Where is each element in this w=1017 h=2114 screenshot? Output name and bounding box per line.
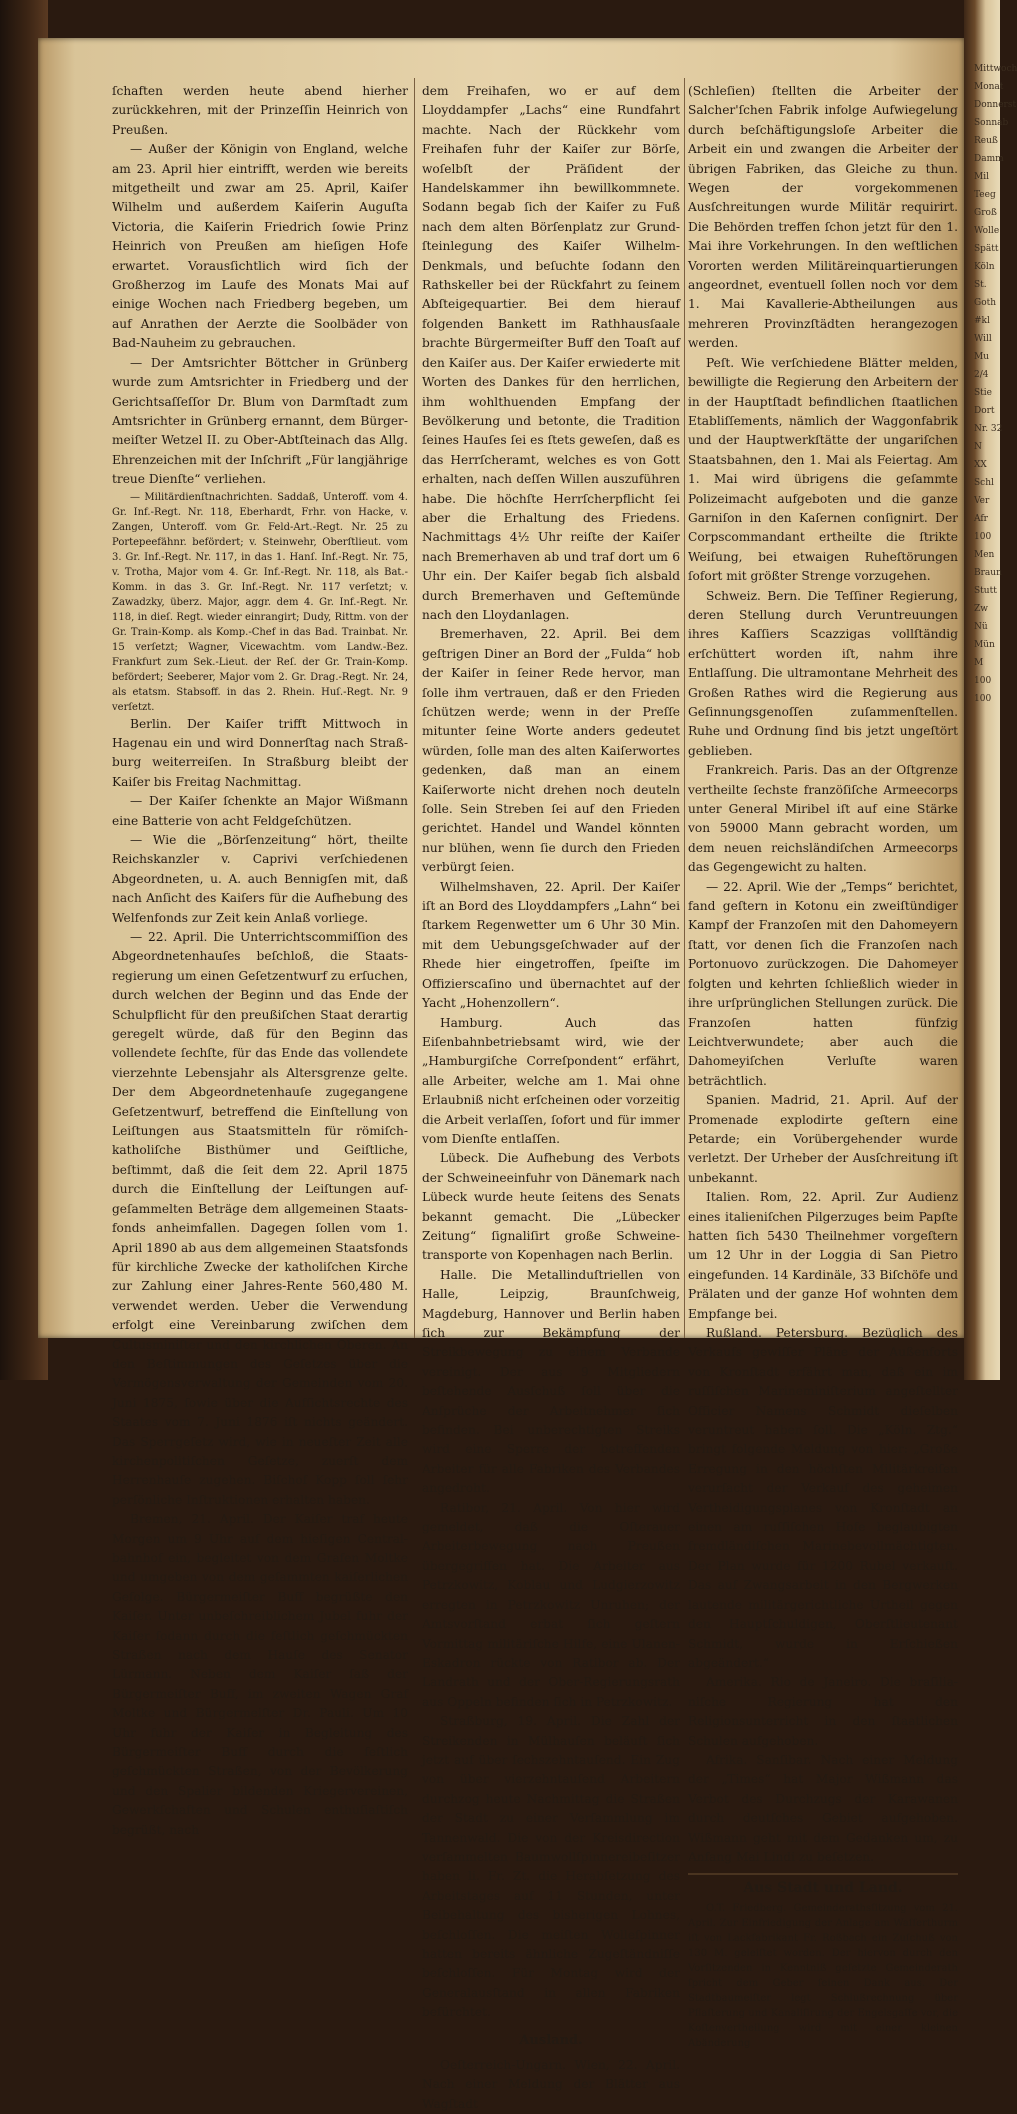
- article-paragraph: dem Freihafen, wo er auf dem Lloyddampfer „Lachs“ eine Rundfahrt machte. Nach der Rückkehr vom Freihafen fuhr der Kaiſer zur Börſe, woſelbſt der Präſident der Handelskammer ihn bewillkommnete. Sodann begab ſich der Kaiſer zu Fuß nach dem alten Börſenplatz zur Grundſteinlegung des Kaiſer Wilhelm-Denkmals, und beſuchte ſodann den Rathskeller bei der Rückfahrt zu ſeinem Abſteigequartier. Bei dem hierauf folgenden Bankett im Rathhausſaale brachte Bürgermeiſter Buff den Toaſt auf den Kaiſer aus. Der Kaiſer erwiederte mit Worten des Dankes für den herrlichen, ihm wohlthuenden Empfang der Bevölkerung und betonte, die Tradition ſeines Hauſes ſei es ſtets geweſen, daß es das Herrſcheramt, welches es von Gott erhalten, nach deſſen Willen auszuführen habe. Die höchſte Herrſcherpflicht ſei aber die Erhaltung des Friedens. Nachmittags 4½ Uhr reiſte der Kaiſer nach Bremerhaven ab und traf dort um 6 Uhr ein. Der Kaiſer begab ſich alsbald durch Bremerhaven und Geſtemünde nach den Lloydanlagen.: [422, 84, 680, 622]
- article-paragraph: O.T. Friedberg. Gemeinderathsſitzung vom 21. April. Zur Einfriedigung der Anlage am Waſſerthurm iſt von Lackfabrikant Fr. Roßbach ein Zuſchuß von 130 M. geleiſtet worden. Der hiervon durch den Vorſitzenden in Kenntniß geſetzte Gemeinderath ſpricht dem Geber ſeinen Dank aus. Der Stadtbaumeiſter legt Schlußrechnung über Pflaſterung und Kanaliſirung der Engelsgaſſe vor, die Koſtenvertheilung wird mit einer kleinen Abänderung: [688, 1902, 958, 2049]
- column-rule: [414, 78, 415, 1338]
- article-paragraph: Oeſterreich-Ungarn. Wien, 22. April. Nach einer Meldung der Blätter aus Wagſtadt: [422, 2058, 680, 2111]
- article-paragraph: Berlin. Der Kaiſer trifft Mittwoch in Hagenau ein und wird Donnerſtag nach Straßburg weiterreiſen. In Straßburg bleibt der Kaiſer bis Freitag Nachmittag.: [112, 716, 408, 789]
- article-paragraph: Wilhelmshaven, 22. April. Der Kaiſer iſt an Bord des Lloyddampfers „Lahn“ bei ſtarkem Regenwetter um 6 Uhr 30 Min. mit dem Uebungsgeſchwader auf der Rhede hier eingetroffen, ſpeiſte im Offizierscaſino und übernachtet auf der Yacht „Hohenzollern“.: [422, 879, 680, 1011]
- article-paragraph: Bremerhaven, 22. April. Bei dem geſtrigen Diner an Bord der „Fulda“ hob der Kaiſer in ſeiner Rede hervor, man ſolle ihm vertrauen, daß er den Frieden ſchützen werde; wenn in der Preſſe mitunter ſeine Worte anders gedeutet würden, ſolle man des alten Kaiſerwortes gedenken, daß man an einem Kaiſerworte nicht drehen noch deuteln ſolle. Sein Streben ſei auf den Frieden gerichtet. Handel und Wandel könnten nur blühen, wenn ſie durch den Frieden verbürgt ſeien.: [422, 627, 680, 875]
- article-paragraph: ſchaften werden heute abend hierher zurückkehren, mit der Prinzeſſin Heinrich von Preußen.: [112, 84, 408, 137]
- article-paragraph: Peſt. Wie verſchiedene Blätter melden, bewilligte die Regierung den Arbeitern der in der Hauptſtadt befindlichen ſtaatlichen Etabliſſements, nämlich der Waggonfabrik und der Hauptwerkſtätte der ungariſchen Staatsbahnen, den 1. Mai als Feiertag. Am 1. Mai wird übrigens die geſammte Polizeimacht aufgeboten und die ganze Garniſon in den Kaſernen conſignirt. Der Corpscommandant ertheilte die ſtrikte Weiſung, bei etwaigen Ruheſtörungen ſofort mit größter Strenge vorzugehen.: [688, 355, 958, 584]
- article-paragraph: Bremen, 21. April. Der Kaiſer traf heute Morgen um 9 Uhr auf dem hieſigen Centralbahnhof ein, begleitet von dem Grafen Moltke und umgeben von dem geſammten kaiſerlichen Gefolge. Bürgermeiſter Buff begrüßte den Kaiſer. Unter unbeſchreiblichem Jubel fuhr der Kaiſer ſodann durch die feſtlich geſchmückten Straßen nach dem Hauſe des Senator Lürmann. Neben dem Kaiſer ſaß der Bürgermeiſter Buff, im zweiten Wagen Graf Moltke und Bürgermeiſter Dr. Pauli. Um 10 Uhr fuhr der Kaiſer in Begleitung des Bürgermeiſter Buff durch die feſtlich geſchmückten Straßen, von der Bevölkerung und den Spalier bildenden Kriegervereinen, Gewerkſchaften und Schulen enthuſiaſtiſch begrüßt, nach: [112, 1512, 408, 1837]
- article-paragraph: Hamburg. Auch das Eiſenbahnbetriebsamt wird, wie der „Hamburgiſche Correſpondent“ erfährt, alle Arbeiter, welche am 1. Mai ohne Erlaubniß nicht erſcheinen oder vorzeitig die Arbeit verlaſſen, ſofort und für immer vom Dienſte entlaſſen.: [422, 1015, 680, 1146]
- section-divider: [688, 1873, 958, 1875]
- article-paragraph: Amerika. Rio de Janeiro. Die braſilianiſche Regierung hat den Religionsunterricht in den ſtaatlichen Schulen aufgehoben.: [688, 1675, 958, 1748]
- column-1: [112, 82, 408, 1837]
- article-paragraph: — Der Kaiſer ſchenkte an Major Wißmann eine Batterie von acht Feldgeſchützen.: [112, 794, 408, 828]
- column-2: [422, 82, 680, 2111]
- article-paragraph: Straßburg, 19. April. Die Zahl der Streikenden in Mülhauſen beläuft ſich jetzt auf über ſechszehntauſend. Ein Zug von über vierzehntauſend Arbeitern durchzog heute Nachmittag die Straßen der Stadt zu einer Verſammlung im Tannenwald. Die von der Kreisdirection verſammelten Baumwollſpinnereibeſitzer haben li. Fr. Zt. die Herabſetzung des Arbeitstages auf 11 Stunden, unter Beibehaltung des bisherigen Lohnes, beſchloſſen. Die meiſten Wolleſpinner hatten bereits ähnliche Zugeſtändniſſe beſchloſſen. Für Montag wird der Generalausſtand in allen Fabriken befürchtet.: [422, 1714, 680, 2020]
- section-title: Aus Stadt und Land.: [743, 1880, 903, 1897]
- article-paragraph: Frankreich. Paris. Das an der Oſtgrenze vertheilte ſechste franzöſiſche Armeecorps unter General Miribel iſt auf eine Stärke von 59000 Mann gebracht worden, um dem neuen reichsländiſchen Armeecorps das Gegengewicht zu halten.: [688, 763, 958, 875]
- column-3: [688, 82, 958, 2049]
- article-paragraph: — Außer der Königin von England, welche am 23. April hier eintrifft, werden wie bereits mitgetheilt und zwar am 25. April, Kaiſer Wilhelm und außerdem Kaiſerin Auguſta Victoria, die Kaiſerin Friedrich ſowie Prinz Heinrich von Preußen am hieſigen Hofe erwartet. Vorausſichtlich wird ſich der Großherzog im Laufe des Monats Mai auf einige Wochen nach Friedberg begeben, um auf Anrathen der Aerzte die Soolbäder von Bad-Nauheim zu gebrauchen.: [112, 142, 408, 351]
- article-paragraph: Rußland. Petersburg. Bezüglich des Verkaufs gewiſſer Pläne der Außenforts von Kronſtadt erfährt man, daß ein im ruſſiſchen Marineminiſterium angeſtellter Officier Namens Schmidt dieſelben veruntreut haben ſoll. Die „Köln. Ztg.“ bringt folgende Meldung von hier: „Große Erregung in den höchſten Militärkreiſen verurſacht der Verkauf des geheimen Vertheidigungsplanes von Kronſtadt an einen am ruſſiſchen Hofe beglaubigten fremdländiſchen Marinebevollmächtigten. Der Plan wurde für 1200 Rubel verkauft. Das auf Zwangsarbeit in den Bergwerken lautende militärgerichtliche Urtheil gegen den Hauptſchuldigen, Oberſtlieutenant Schmidt, wurde in Erſchießen abgeändert.“: [688, 1326, 958, 1670]
- article-paragraph: — Wie die „Börſenzeitung“ hört, theilte Reichskanzler v. Caprivi verſchiedenen Abgeordneten, u. A. auch Bennigſen mit, daß nach Anſicht des Kaiſers für die Aufhebung des Welfenfonds zur Zeit kein Anlaß vorliege.: [112, 832, 408, 925]
- article-paragraph: Lübeck. Die Aufhebung des Verbots der Schweineeinfuhr von Dänemark nach Lübeck wurde heute ſeitens des Senats bekannt gemacht. Die „Lübecker Zeitung“ ſignaliſirt große Schweinetransporte von Kopenhagen nach Berlin.: [422, 1151, 680, 1263]
- article-paragraph: — Der Amtsrichter Böttcher in Grünberg wurde zum Amtsrichter in Friedberg und der Gerichtsaſſeſſor Dr. Blum von Darmſtadt zum Amtsrichter in Grünberg ernannt, dem Bürgermeiſter Wetzel II. zu Ober-Abtſteinach das Allg. Ehrenzeichen mit der Inſchrift „Für langjährige treue Dienſte“ verliehen.: [112, 355, 408, 487]
- article-paragraph: Spanien. Madrid, 21. April. Auf der Promenade explodirte geſtern eine Petarde; ein Vorübergehender wurde verletzt. Der Urheber der Ausſchreitung iſt unbekannt.: [688, 1093, 958, 1185]
- article-paragraph: Afrika. Sanſibar. Nach einer Meldung der „Times“ hat Major Wißmann das Verbot des Durchzugs der Karawanen durch deutſches Gebiet aufgehoben. Wißmann geht mit dem Gedanken um, zu Anfang Mai Lindi zu beſetzen.: [688, 1752, 958, 1864]
- article-paragraph: Italien. Rom, 22. April. Zur Audienz eines italieniſchen Pilgerzuges beim Papſte hatten ſich 5430 Theilnehmer vorgeſtern um 12 Uhr in der Loggia di San Pietro eingefunden. 14 Kardinäle, 33 Biſchöfe und Prälaten und der ganze Hof wohnten dem Empfange bei.: [688, 1190, 958, 1321]
- article-paragraph: (Schleſien) ſtellten die Arbeiter der Salcher'ſchen Fabrik infolge Aufwiegelung durch beſchäftigungsloſe Arbeiter die Arbeit ein und zwangen die Arbeiter der übrigen Fabriken, das Gleiche zu thun. Wegen der vorgekommenen Ausſchreitungen wurde Militär requirirt. Die Behörden treffen ſchon jetzt für den 1. Mai ihre Vorkehrungen. In den weſtlichen Vororten werden Militäreinquartierungen angeordnet, eventuell ſollen noch vor dem 1. Mai Kavallerie-Abtheilungen aus mehreren Provinzſtädten herangezogen werden.: [688, 84, 958, 351]
- article-paragraph: Ratibor, 21. April. Von hier wird gemeldet, daß die Oſterauer Arbeiterbewegung nach Preußen übergegriffen hat. Die Arbeiter aus Petrzkowitz, Koblau und Ludgierzowitz erregten in Petrzkowitz Unruhen; der Amtsvorſtand erbat ſich geſtern Vormittag militäriſche Hilfe, eine Ulanen-Eskadron rückte von Ratibor ab. Der Landrath und der Ober-Regierungsrath aus Oppeln befinden ſich in Petrzkowitz.: [422, 1500, 680, 1709]
- column-rule: [684, 78, 685, 1338]
- section-heading: Ausland.: [519, 2032, 583, 2048]
- adjacent-page-edge: [964, 0, 1017, 1380]
- article-paragraph: Schweiz. Bern. Die Teſſiner Regierung, deren Stellung durch Veruntreuungen ihres Kaſſiers Scazzigas vollſtändig erſchüttert worden iſt, nahm ihre Entlaſſung. Die ultramontane Mehrheit des Großen Rathes wird die Regierung aus Geſinnungsgenoſſen zuſammenſtellen. Ruhe und Ordnung ſind bis jetzt ungeſtört geblieben.: [688, 588, 958, 758]
- article-paragraph: — 22. April. Die Unterrichtscommiſſion des Abgeordnetenhauſes beſchloß, die Staatsregierung um einen Geſetzentwurf zu erſuchen, durch welchen der Beginn und das Ende der Schulpflicht für den preußiſchen Staat derartig geregelt würde, daß für den Beginn das vollendete ſechſte, für das Ende das vollendete vierzehnte Lebensjahr als Altersgrenze gelte. Der dem Abgeordnetenhauſe zugegangene Geſetzentwurf, betreffend die Einſtellung von Leiſtungen aus Staatsmitteln für römiſch-katholiſche Bisthümer und Geiſtliche, beſtimmt, daß die ſeit dem 22. April 1875 durch die Einſtellung der Leiſtungen aufgeſammelten Beträge dem allgemeinen Staatsfonds anheimfallen. Dagegen ſollen vom 1. April 1890 ab aus dem allgemeinen Staatsfonds für kirchliche Zwecke der katholiſchen Kirche zur Zahlung einer Jahres-Rente 560,480 M. verwendet werden. Ueber die Verwendung erfolgt eine Vereinbarung zwiſchen dem Cultusminiſter und den kirchlichen Oberen. An den Beſtimmungen des Geſetzes über die Vermögensverwaltung der Gemeinden vom 20. Juni 1875, ſowie über die Aufſichtsrechte des Staates vom 7. Juni 1876 iſt nichts geändert. Das Sperrgeſetz wird, wie in neueſter Zeit alle kirchenpolitiſchen Geſetze, zuerſt dem Herrenhauſe zugehen. Biſchof Kopp ſoll ſehr perſönliche Inſtruktionen erhalten haben.: [112, 930, 408, 1507]
- article-paragraph: — 22. April. Wie der „Temps“ berichtet, fand geſtern in Kotonu ein zweiſtündiger Kampf der Franzoſen mit den Dahomeyern ſtatt, vor denen ſich die Franzoſen nach Portonuovo zurückzogen. Die Dahomeyer folgten und kehrten ſchließlich wieder in ihre urſprünglichen Stellungen zurück. Die Franzoſen hatten fünfzig Leichtverwundete; aber auch die Dahomeyiſchen Verluſte waren beträchtlich.: [688, 879, 958, 1088]
- adjacent-page-fragments: Mittwoch Monat Donnerst Sonnab Reuß Damm Mil Teeg Groß Wolle Spätt Köln St. Goth #kl Will Mu 2/4 Stie Dort Nr. 32 N XX Schl Ver Afr 100 Men Braun Stutt Zw Nü Mün M 100 100: [974, 64, 1017, 704]
- article-paragraph: Halle. Die Metallinduſtriellen von Halle, Leipzig, Braunſchweig, Magdeburg, Hannover und Berlin haben ſich zur Bekämpfung der Streikbewegung zu einem Verbande vereinigt. Der aus 9 Mitgliedern beſtehende Ausſchuß ſoll über die Anſprüche der Arbeitnehmer ſich befinden. Bei unberechtigten Streiks wird eine Sperre der betreffenden Arbeiter für alle Fabriken des Verbandes angedroht.: [422, 1267, 680, 1496]
- article-paragraph: — Militärdienſtnachrichten. Saddaß, Unteroff. vom 4. Gr. Inf.-Regt. Nr. 118, Eberhardt, Frhr. von Hacke, v. Zangen, Unteroff. vom Gr. Feld-Art.-Regt. Nr. 25 zu Portepeefähnr. befördert; v. Steinwehr, Oberſtlieut. vom 3. Gr. Inf.-Regt. Nr. 117, in das 1. Hanſ. Inf.-Regt. Nr. 75, v. Trotha, Major vom 4. Gr. Inf.-Regt. Nr. 118, als Bat.-Komm. in das 3. Gr. Inf.-Regt. Nr. 117 verſetzt; v. Zawadzky, überz. Major, aggr. dem 4. Gr. Inf.-Regt. Nr. 118, in dieſ. Regt. wieder einrangirt; Dudy, Rittm. von der Gr. Train-Komp. als Komp.-Chef in das Bad. Trainbat. Nr. 15 verſetzt; Wagner, Vicewachtm. vom Landw.-Bez. Frankfurt zum Sek.-Lieut. der Reſ. der Gr. Train-Komp. befördert; Seeberer, Major vom 2. Gr. Drag.-Regt. Nr. 24, als etatsm. Stabsoff. in das 2. Rhein. Huſ.-Regt. Nr. 9 verſetzt.: [112, 491, 408, 713]
